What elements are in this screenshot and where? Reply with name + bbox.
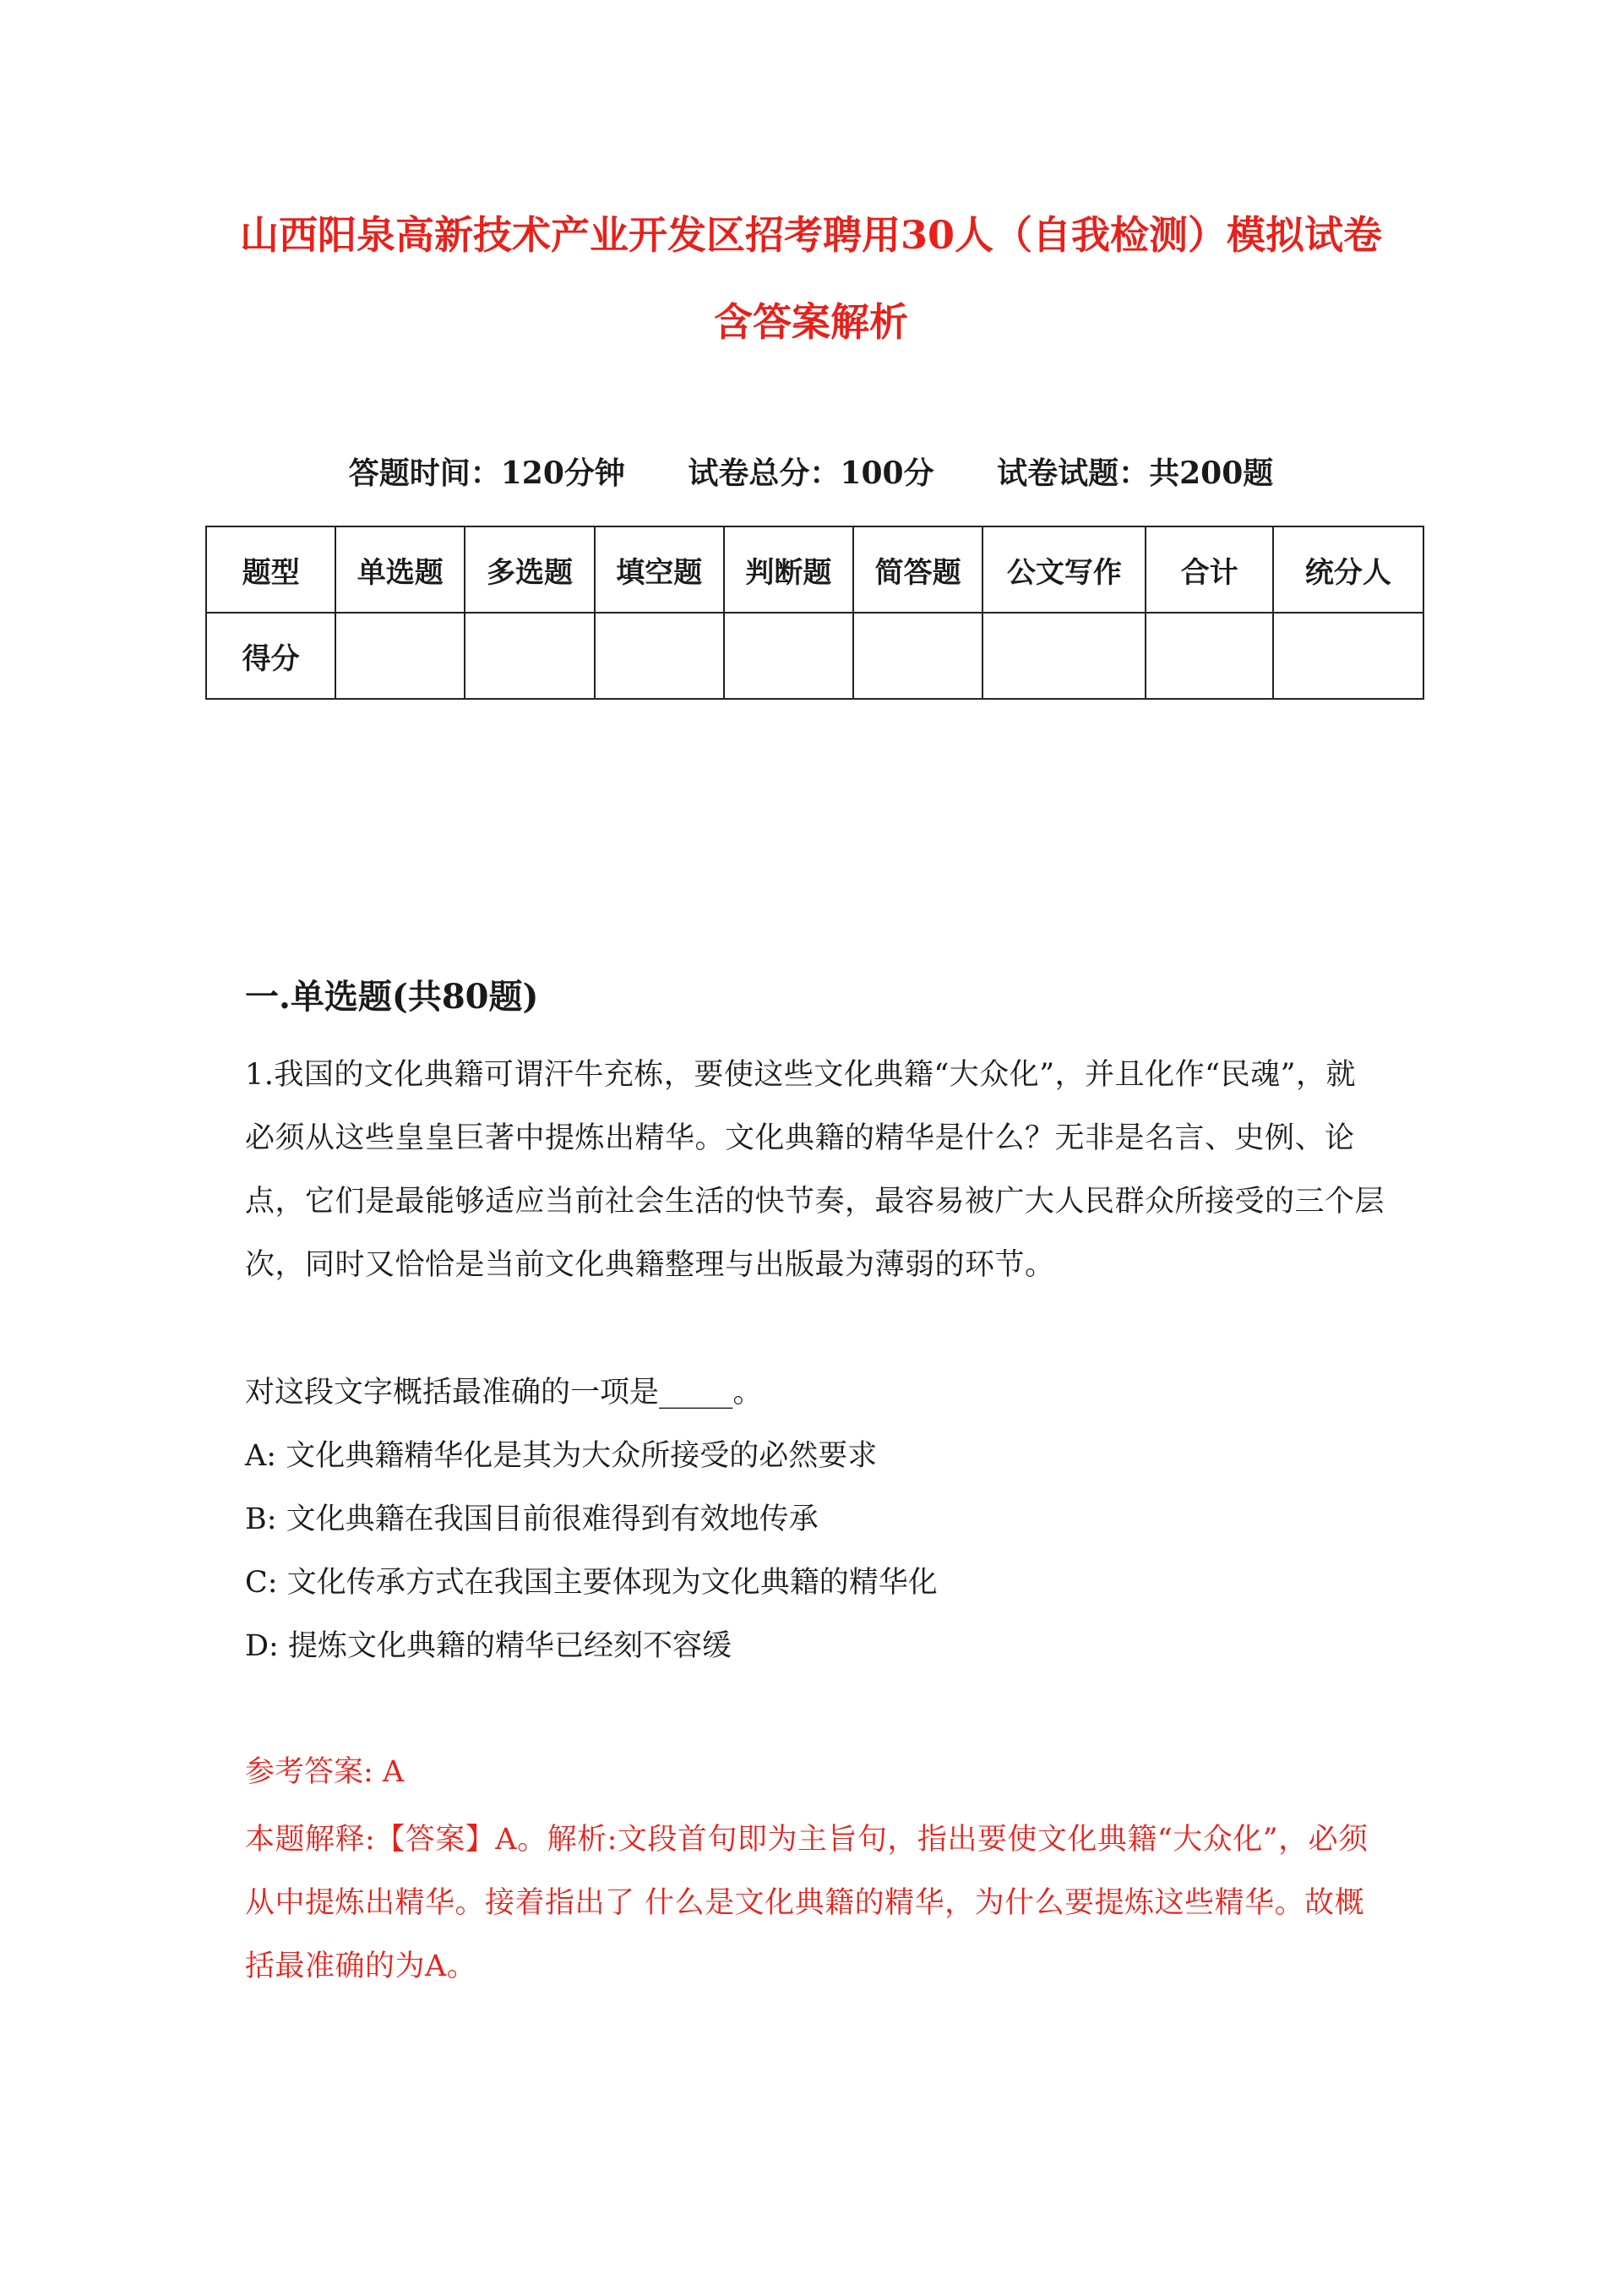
section-title: 一.单选题(共80题) <box>245 977 539 1017</box>
option-c: C: 文化传承方式在我国主要体现为文化典籍的精华化 <box>245 1566 938 1600</box>
question-prompt: 对这段文字概括最准确的一项是_____。 <box>245 1376 763 1410</box>
score-cell <box>1146 613 1272 699</box>
score-table-header-row <box>206 526 1423 613</box>
reference-answer: 参考答案: A <box>245 1755 405 1789</box>
score-table-header-cell: 统分人 <box>1273 526 1423 613</box>
exam-time: 答题时间：120分钟 <box>348 455 625 491</box>
option-a: A: 文化典籍精华化是其为大众所接受的必然要求 <box>245 1439 878 1473</box>
score-row-label: 得分 <box>206 613 335 699</box>
exam-info <box>0 453 1622 494</box>
score-table-header-cell: 填空题 <box>595 526 724 613</box>
score-table-header-cell: 简答题 <box>853 526 982 613</box>
option-d: D: 提炼文化典籍的精华已经刻不容缓 <box>245 1629 732 1663</box>
score-table-header-cell: 合计 <box>1146 526 1272 613</box>
score-table-header-cell: 判断题 <box>724 526 853 613</box>
score-table <box>205 526 1424 700</box>
document-subtitle: 含答案解析 <box>714 299 908 345</box>
score-cell <box>1273 613 1423 699</box>
option-b: B: 文化典籍在我国目前很难得到有效地传承 <box>245 1502 819 1536</box>
score-cell <box>724 613 853 699</box>
answer-explanation: 本题解释:【答案】A。解析:文段首句即为主旨句，指出要使文化典籍“大众化”，必须从中提炼出精华。接着指出了 什么是文化典籍的精华，为什么要提炼这些精华。故概括最准确的为A。 <box>245 1823 1369 1983</box>
score-table-header-cell: 题型 <box>206 526 335 613</box>
exam-total-score: 试卷总分：100分 <box>688 455 934 491</box>
score-cell <box>595 613 724 699</box>
question-stem: 1.我国的文化典籍可谓汗牛充栋，要使这些文化典籍“大众化”，并且化作“民魂”，就必须从这些皇皇巨著中提炼出精华。文化典籍的精华是什么？无非是名言、史例、论点，它们是最能够适应当前社会生活的快节奏，最容易被广大人民群众所接受的三个层次，同时又恰恰是当前文化典籍整理与出版最为薄弱的环节。 <box>245 1058 1385 1282</box>
score-cell <box>335 613 465 699</box>
score-cell <box>465 613 594 699</box>
score-table-score-row <box>206 613 1423 699</box>
score-cell <box>853 613 982 699</box>
score-table-header-cell: 公文写作 <box>982 526 1146 613</box>
score-cell <box>982 613 1146 699</box>
exam-total-questions: 试卷试题：共200题 <box>997 455 1274 491</box>
score-table-header-cell: 多选题 <box>465 526 594 613</box>
document-title: 山西阳泉高新技术产业开发区招考聘用30人（自我检测）模拟试卷 <box>239 212 1382 258</box>
score-table-header-cell: 单选题 <box>335 526 465 613</box>
